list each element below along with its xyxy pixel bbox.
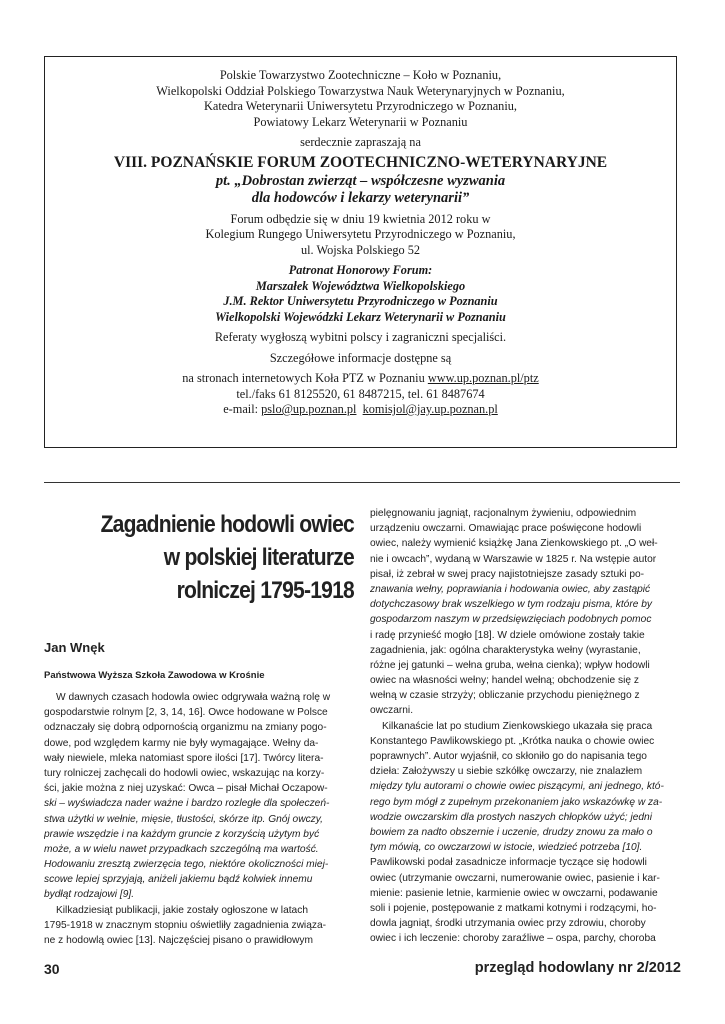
text-line: wełną w czasie strzyży; obliczanie przychodu pieniężnego z [370, 690, 640, 702]
text-line: wały niewiele, mleka natomiast spore ilości [17]. Twórcy litera- [44, 752, 324, 764]
text-line: poprawnych”. Autor wyjaśnił, co skłoniło go do napisania tego [370, 751, 647, 762]
text-line: prawie wszędzie i na każdym gruncie z korzyścią użytym być [44, 828, 320, 840]
text-line: scowe lepiej sprzyjają, aniżeli jakiemu bądź kolwiek innemu [44, 874, 313, 886]
forum-theme-line: pt. „Dobrostan zwierząt – współczesne wyzwania [215, 172, 506, 189]
email-line [45, 402, 676, 418]
website-prefix: na stronach internetowych Koła PTZ w Poznaniu [182, 371, 428, 385]
forum-announcement-box [44, 56, 677, 448]
text-line: owiec, należy wymienić książkę Jana Zienkowskiego pt. „O weł- [370, 538, 658, 550]
text-line: soli i pojenie, postępowanie z matkami kotnymi i rodzącymi, ho- [370, 902, 657, 914]
article-title-line: rolniczej 1795-1918 [176, 577, 354, 604]
text-line: Konstantego Pawlikowskiego pt. „Krótka nauka o chowie owiec [370, 735, 655, 747]
text-line: i radę przynieść mogło [18]. W dziele omówione zostały takie [370, 629, 645, 641]
email-link-2[interactable]: komisjol@jay.up.poznan.pl [362, 402, 498, 416]
text-line: bydłąt rodzajowi [9]. [44, 889, 135, 901]
text-line: ski – wyświadcza nader ważne i bardzo rozległe dla społeczeń- [44, 798, 330, 810]
text-line: stwa użytki w wełnie, mięsie, tłustości, skórze itp. Gnój owczy, [44, 813, 323, 825]
organizer-line: Powiatowy Lekarz Weterynarii w Poznaniu [253, 114, 468, 129]
text-line: dowla jagniąt, środki utrzymania owiec przy zdrowiu, choroby [370, 918, 646, 930]
text-line: dowe, pod względem karmy nie były wymagające. Wełny da- [44, 737, 319, 749]
text-line: odznaczały się dobrą odpornością organizmu na zmiany pogo- [44, 722, 327, 734]
patronage-heading: Patronat Honorowy Forum: [288, 263, 433, 277]
details-text: Szczegółowe informacje dostępne są [269, 350, 452, 365]
text-line: zagadnienia, jak: ogólna charakterystyka wełny (wyrastanie, [370, 644, 641, 656]
text-line: ne z hodowlą owiec [13]. Najczęściej pisano o prawidłowym [44, 935, 313, 946]
patron-line: Wielkopolski Wojewódzki Lekarz Weterynarii w Poznaniu [215, 309, 506, 324]
website-link[interactable]: www.up.poznan.pl/ptz [427, 371, 539, 385]
text-line: tury rolniczej zachęcali do hodowli owiec, wskazując na korzy- [44, 767, 325, 779]
text-line: Kilkanaście lat po studium Zienkowskiego ukazała się praca [382, 720, 653, 732]
article-title-line: Zagadnienie hodowli owiec [100, 511, 354, 538]
invite-text: serdecznie zapraszają na [300, 135, 421, 149]
venue-line: Kolegium Rungego Uniwersytetu Przyrodniczego w Poznaniu, [205, 227, 516, 241]
text-line: gospodarstwie rolnym [2, 3, 14, 16]. Owce hodowane w Polsce [44, 707, 328, 719]
section-divider [44, 482, 680, 483]
text-line: Hodowaniu zresztą zwierzęcia tego, niektóre okoliczności miej- [44, 859, 329, 871]
article-author: Jan Wnęk [44, 640, 105, 655]
text-line: Kilkadziesiąt publikacji, jakie zostały ogłoszone w latach [56, 904, 308, 916]
speakers-text: Referaty wygłoszą wybitni polscy i zagraniczni specjaliści. [214, 330, 507, 344]
article-column-right [370, 506, 680, 946]
text-line: różne jej gatunki – wełna gruba, wełna cienka); wpływ hodowli [370, 659, 650, 671]
text-line: 1795-1918 w znacznym stopniu oświetliły zagadnienia związa- [44, 919, 327, 931]
text-line: ści, jakie można z niej uzyskać: Owca – pisał Michał Oczapow- [44, 783, 328, 795]
venue-line: Forum odbędzie się w dniu 19 kwietnia 2012 roku w [230, 211, 491, 226]
text-line: tym mówią, co owczarzowi w istocie, wiedzieć potrzeba [10]. [370, 842, 643, 854]
text-line: rego bym mógł z zupełnym przekonaniem jako wskazówkę w za- [370, 796, 663, 808]
article-title-line: w polskiej literaturze [163, 544, 354, 571]
forum-title: VIII. POZNAŃSKIE FORUM ZOOTECHNICZNO-WETERYNARYJNE [113, 153, 608, 171]
text-line: owiec i ich leczenie: choroby zaraźliwe – ospa, parchy, choroba [370, 933, 656, 945]
forum-theme-line: dla hodowców i lekarzy weterynarii” [251, 189, 470, 206]
article-title [87, 508, 354, 607]
website-line [45, 371, 676, 387]
text-line: W dawnych czasach hodowla owiec odgrywała ważną rolę w [56, 692, 331, 703]
text-line: bowiem za nadto obszernie i uczenie, drudzy znowu za mało o [370, 826, 653, 838]
text-line: między tylu autorami o chowie owiec piszącymi, ani jednego, któ- [370, 781, 664, 793]
text-line: nie i owcach”, wydaną w Warszawie w 1825 r. Na wstępie autor [370, 553, 657, 565]
patron-line: Marszałek Województwa Wielkopolskiego [255, 278, 466, 293]
organizer-line: Wielkopolski Oddział Polskiego Towarzystwa Nauk Weterynaryjnych w Poznaniu, [156, 83, 565, 98]
text-line: mienie: pasienie letnie, karmienie owiec w owczarni, podawanie [370, 887, 658, 899]
journal-name: przegląd hodowlany nr 2/2012 [474, 960, 681, 976]
text-line: Pawlikowski podał zasadnicze informacje tyczące się hodowli [370, 857, 647, 869]
text-line: dzieła: Założywszy u siebie szkółkę owczarzy, nie znalazłem [370, 766, 643, 778]
email-prefix: e-mail: [223, 402, 262, 416]
phone-line: tel./faks 61 8125520, 61 8487215, tel. 61 8487674 [236, 386, 485, 401]
text-line: pisał, iż zebrał w swej pracy najistotniejsze zasady sztuki po- [370, 568, 645, 580]
text-line: pielęgnowaniu jagniąt, racjonalnym żywieniu, odpowiednim [370, 508, 637, 519]
text-line: wodzie owczarskim dla prostych naszych chłopków użyć; jedni [370, 811, 652, 823]
organizer-line: Polskie Towarzystwo Zootechniczne – Koło w Poznaniu, [219, 68, 502, 82]
text-line: gospodarzom naszym w przedsięwzięciach podobnych pomoc [370, 614, 652, 626]
text-line: owiec na własności wełny; handel wełną; obchodzenie się z [370, 675, 639, 687]
text-line: może, a w wielu nawet przypadkach szczególną ma wartość. [44, 843, 319, 855]
venue-line: ul. Wojska Polskiego 52 [300, 242, 421, 257]
text-line: urządzeniu owczarni. Omawiając prace poświęcone hodowli [370, 523, 642, 535]
patron-line: J.M. Rektor Uniwersytetu Przyrodniczego w Poznaniu [223, 294, 498, 308]
text-line: owczarni. [370, 705, 414, 717]
email-link-1[interactable]: pslo@up.poznan.pl [261, 402, 357, 416]
organizer-line: Katedra Weterynarii Uniwersytetu Przyrodniczego w Poznaniu, [204, 99, 517, 113]
text-line: owiec (utrzymanie owczarni, numerowanie owiec, pasienie i kar- [370, 872, 660, 884]
page-number: 30 [44, 961, 60, 977]
text-line: dotychczasowy brak wszelkiego w tym rodzaju pisma, które by [370, 599, 652, 611]
text-line: znawania wełny, poprawiania i hodowania owiec, aby zastąpić [370, 583, 651, 595]
author-affiliation: Państwowa Wyższa Szkoła Zawodowa w Krośnie [44, 670, 265, 681]
article-column-left [44, 690, 354, 948]
